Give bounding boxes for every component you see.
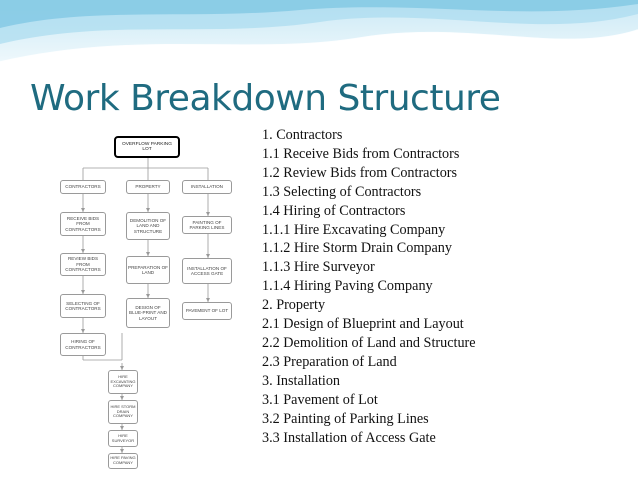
task-list-item: 3. Installation	[262, 372, 341, 389]
task-list-item: 1. Contractors	[262, 127, 343, 143]
wbs-hiring-box: HIRING OF CONTRACTORS	[60, 333, 106, 356]
task-list-item: 2.1 Design of Blueprint and Layout	[262, 316, 464, 333]
task-list-item: 1.1.1 Hire Excavating Company	[262, 221, 446, 238]
slide-title: Work Breakdown Structure	[30, 78, 501, 119]
wbs-hire-paving-box: HIRE PAVING COMPANY	[108, 453, 138, 469]
wbs-hire-excavating-box: HIRE EXCAVATING COMPANY	[108, 370, 138, 394]
wbs-painting-box: PAINTING OF PARKING LINES	[182, 216, 232, 234]
wbs-design-box: DESIGN OF BLUE-PRINT AND LAYOUT	[126, 298, 170, 328]
wbs-root-box: OVERFLOW PARKING LOT	[114, 136, 180, 158]
wbs-review-bids-box: REVIEW BIDS FROM CONTRACTORS	[60, 253, 106, 276]
task-list-item: 1.4 Hiring of Contractors	[262, 202, 406, 219]
wbs-selecting-box: SELECTING OF CONTRACTORS	[60, 294, 106, 318]
wbs-preparation-box: PREPARATION OF LAND	[126, 256, 170, 284]
task-list-item: 2. Property	[262, 297, 326, 314]
wbs-installation-box: INSTALLATION	[182, 180, 232, 194]
task-list-item: 3.1 Pavement of Lot	[262, 391, 378, 408]
wbs-hire-storm-drain-box: HIRE STORM DRAIN COMPANY	[108, 400, 138, 424]
wbs-receive-bids-box: RECEIVE BIDS FROM CONTRACTORS	[60, 212, 106, 236]
wbs-pavement-box: PAVEMENT OF LOT	[182, 302, 232, 320]
task-list-item: 1.1.4 Hiring Paving Company	[262, 278, 433, 295]
task-list-item: 2.3 Preparation of Land	[262, 353, 397, 370]
wbs-diagram	[58, 128, 243, 470]
wbs-hire-surveyor-box: HIRE SURVEYOR	[108, 430, 138, 447]
task-list	[262, 126, 476, 447]
task-list-item: 3.2 Painting of Parking Lines	[262, 410, 429, 427]
task-list-item: 1.2 Review Bids from Contractors	[262, 164, 458, 181]
task-list-item: 2.2 Demolition of Land and Structure	[262, 334, 476, 351]
task-list-item: 1.1.3 Hire Surveyor	[262, 259, 375, 276]
task-list-item: 1.1 Receive Bids from Contractors	[262, 145, 460, 162]
wbs-demolition-box: DEMOLITION OF LAND AND STRUCTURE	[126, 212, 170, 240]
header-wave-banner	[0, 0, 638, 78]
task-list-item: 1.3 Selecting of Contractors	[262, 183, 422, 200]
wbs-access-gate-box: INSTALLATION OF ACCESS GATE	[182, 258, 232, 284]
wbs-contractors-box: CONTRACTORS	[60, 180, 106, 194]
task-list-item: 3.3 Installation of Access Gate	[262, 429, 436, 446]
task-list-item: 1.1.2 Hire Storm Drain Company	[262, 240, 452, 257]
wbs-property-box: PROPERTY	[126, 180, 170, 194]
